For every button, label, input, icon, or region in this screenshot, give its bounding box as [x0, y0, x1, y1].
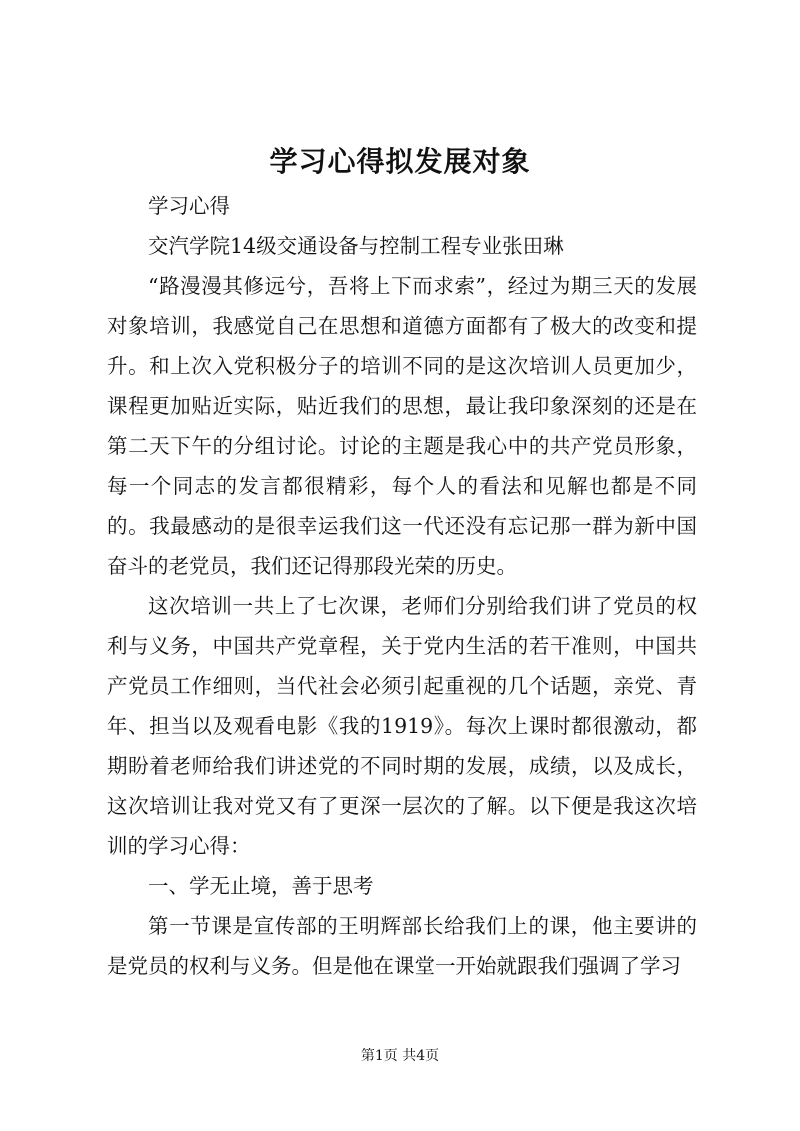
paragraph-heading: 学习心得: [148, 194, 230, 218]
paragraph-3: 第一节课是宣传部的王明辉部长给我们上的课，他主要讲的是党员的权利与义务。但是他在课堂一开始就跟我们强调了学习: [107, 914, 697, 978]
paragraph-author: 交汽学院14级交通设备与控制工程专业张田琳: [148, 234, 564, 258]
page-footer: 第1页 共4页: [360, 1048, 440, 1064]
paragraph-1: “路漫漫其修远兮，吾将上下而求索”，经过为期三天的发展对象培训，我感觉自己在思想和道德方面都有了极大的改变和提升。和上次入党积极分子的培训不同的是这次培训人员更加少，课程更加贴近实际，贴近我们的思想，最让我印象深刻的还是在第二天下午的分组讨论。讨论的主题是我心中的共产党员形象，每一个同志的发言都很精彩，每个人的看法和见解也都是不同的。我最感动的是很幸运我们这一代还没有忘记那一群为新中国奋斗的老党员，我们还记得那段光荣的历史。: [107, 274, 697, 578]
document-title: 学习心得拟发展对象: [269, 145, 531, 178]
document-body: [107, 186, 697, 986]
paragraph-2: 这次培训一共上了七次课，老师们分别给我们讲了党员的权利与义务，中国共产党章程，关于党内生活的若干准则，中国共产党员工作细则，当代社会必须引起重视的几个话题，亲党、青年、担当以及观看电影《我的1919》。每次上课时都很激动，都期盼着老师给我们讲述党的不同时期的发展，成绩，以及成长，这次培训让我对党又有了更深一层次的了解。以下便是我这次培训的学习心得：: [107, 594, 697, 858]
section-heading-1: 一、学无止境，善于思考: [148, 874, 374, 898]
